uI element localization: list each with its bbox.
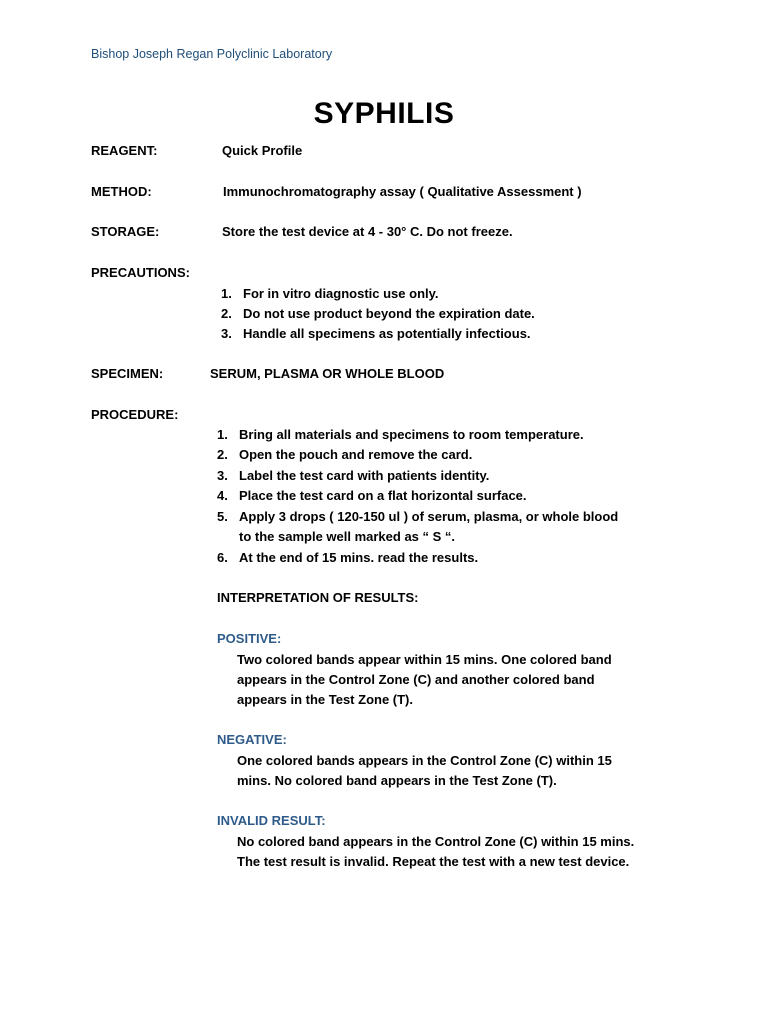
- list-number: 1.: [217, 427, 228, 442]
- list-number: 4.: [217, 488, 228, 503]
- invalid-description: No colored band appears in the Control Zone (C) within 15 mins. The test result is invalid. Repeat the test with a new test device.: [237, 834, 635, 869]
- list-number: 2.: [221, 306, 232, 321]
- specimen-label: SPECIMEN:: [91, 366, 164, 381]
- method-label: METHOD:: [91, 184, 152, 199]
- list-text: Handle all specimens as potentially infectious.: [243, 326, 531, 341]
- list-number: 3.: [217, 468, 228, 483]
- list-number: 2.: [217, 447, 228, 462]
- storage-label: STORAGE:: [91, 224, 160, 239]
- list-text: Label the test card with patients identity.: [239, 468, 490, 483]
- list-text: At the end of 15 mins. read the results.: [239, 550, 479, 565]
- list-text: Apply 3 drops ( 120-150 ul ) of serum, plasma, or whole blood: [239, 509, 619, 524]
- list-text: Do not use product beyond the expiration date.: [243, 306, 535, 321]
- list-number: 1.: [221, 286, 232, 301]
- reagent-label: REAGENT:: [91, 143, 158, 158]
- list-number: 6.: [217, 550, 228, 565]
- storage-value: Store the test device at 4 - 30° C. Do not freeze.: [222, 224, 513, 239]
- list-number: 3.: [221, 326, 232, 341]
- document-title: SYPHILIS: [313, 97, 455, 130]
- positive-heading: POSITIVE:: [217, 631, 282, 646]
- list-number: 5.: [217, 509, 228, 524]
- reagent-value: Quick Profile: [222, 143, 303, 158]
- procedure-label: PROCEDURE:: [91, 407, 179, 422]
- list-text: Place the test card on a flat horizontal surface.: [239, 488, 527, 503]
- interpretation-heading: INTERPRETATION OF RESULTS:: [217, 590, 419, 605]
- list-text: Open the pouch and remove the card.: [239, 447, 473, 462]
- lab-name-header: Bishop Joseph Regan Polyclinic Laboratory: [91, 47, 333, 61]
- list-text: Bring all materials and specimens to room temperature.: [239, 427, 584, 442]
- method-value: Immunochromatography assay ( Qualitative Assessment ): [223, 184, 582, 199]
- list-text: to the sample well marked as “ S “.: [239, 529, 456, 544]
- positive-description: Two colored bands appear within 15 mins. One colored band appears in the Control Zone (C) and another colored band appears in the Test Zone (T).: [237, 652, 612, 707]
- invalid-heading: INVALID RESULT:: [217, 813, 326, 828]
- specimen-value: SERUM, PLASMA OR WHOLE BLOOD: [210, 366, 445, 381]
- negative-heading: NEGATIVE:: [217, 732, 287, 747]
- precautions-label: PRECAUTIONS:: [91, 265, 190, 280]
- list-text: For in vitro diagnostic use only.: [243, 286, 439, 301]
- negative-description: One colored bands appears in the Control Zone (C) within 15 mins. No colored band appears in the Test Zone (T).: [237, 753, 612, 788]
